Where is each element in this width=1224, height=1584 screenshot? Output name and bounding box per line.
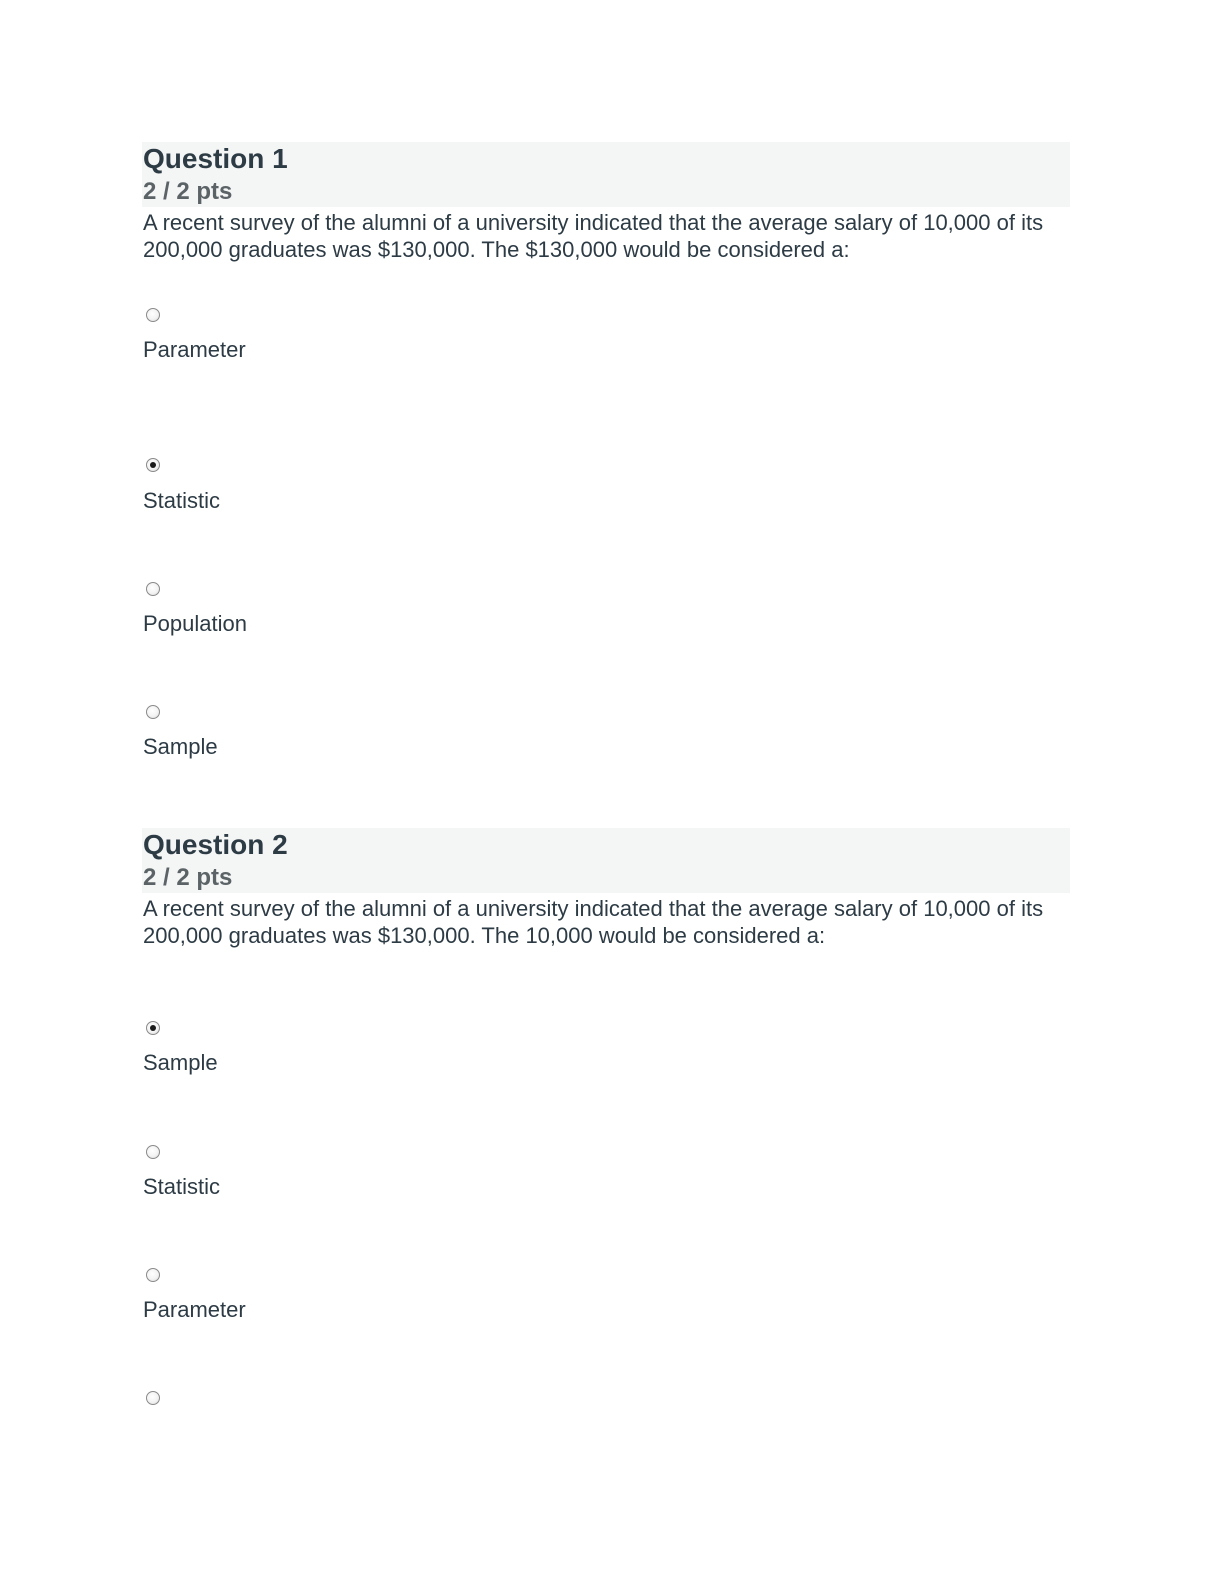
question-header [142, 828, 1070, 893]
radio-button[interactable] [146, 582, 160, 596]
question-points: 2 / 2 pts [143, 864, 233, 891]
answer-label: Parameter [143, 1297, 246, 1322]
radio-button[interactable] [146, 458, 160, 472]
answer-label: Statistic [143, 1174, 221, 1199]
question-title: Question 2 [143, 829, 288, 860]
question-text: A recent survey of the alumni of a university indicated that the average salary of 10,000 of its 200,000 graduates was $130,000. The 10,000 would be considered a: [143, 896, 1044, 948]
answer-label: Sample [143, 1050, 218, 1075]
question-1 [142, 142, 1070, 759]
radio-button[interactable] [146, 705, 160, 719]
question-text: A recent survey of the alumni of a university indicated that the average salary of 10,000 of its 200,000 graduates was $130,000. The $130,000 would be considered a: [143, 210, 1044, 262]
radio-button[interactable] [146, 308, 160, 322]
question-points: 2 / 2 pts [143, 178, 233, 205]
answer-label: Sample [143, 734, 218, 759]
radio-button[interactable] [146, 1021, 160, 1035]
answer-label: Population [143, 611, 247, 636]
radio-button[interactable] [146, 1268, 160, 1282]
question-title: Question 1 [143, 143, 288, 174]
radio-button[interactable] [146, 1145, 160, 1159]
question-header [142, 142, 1070, 207]
answer-label: Parameter [143, 337, 246, 362]
radio-button[interactable] [146, 1391, 160, 1405]
answer-label: Statistic [143, 488, 221, 513]
question-2 [142, 828, 1070, 1322]
